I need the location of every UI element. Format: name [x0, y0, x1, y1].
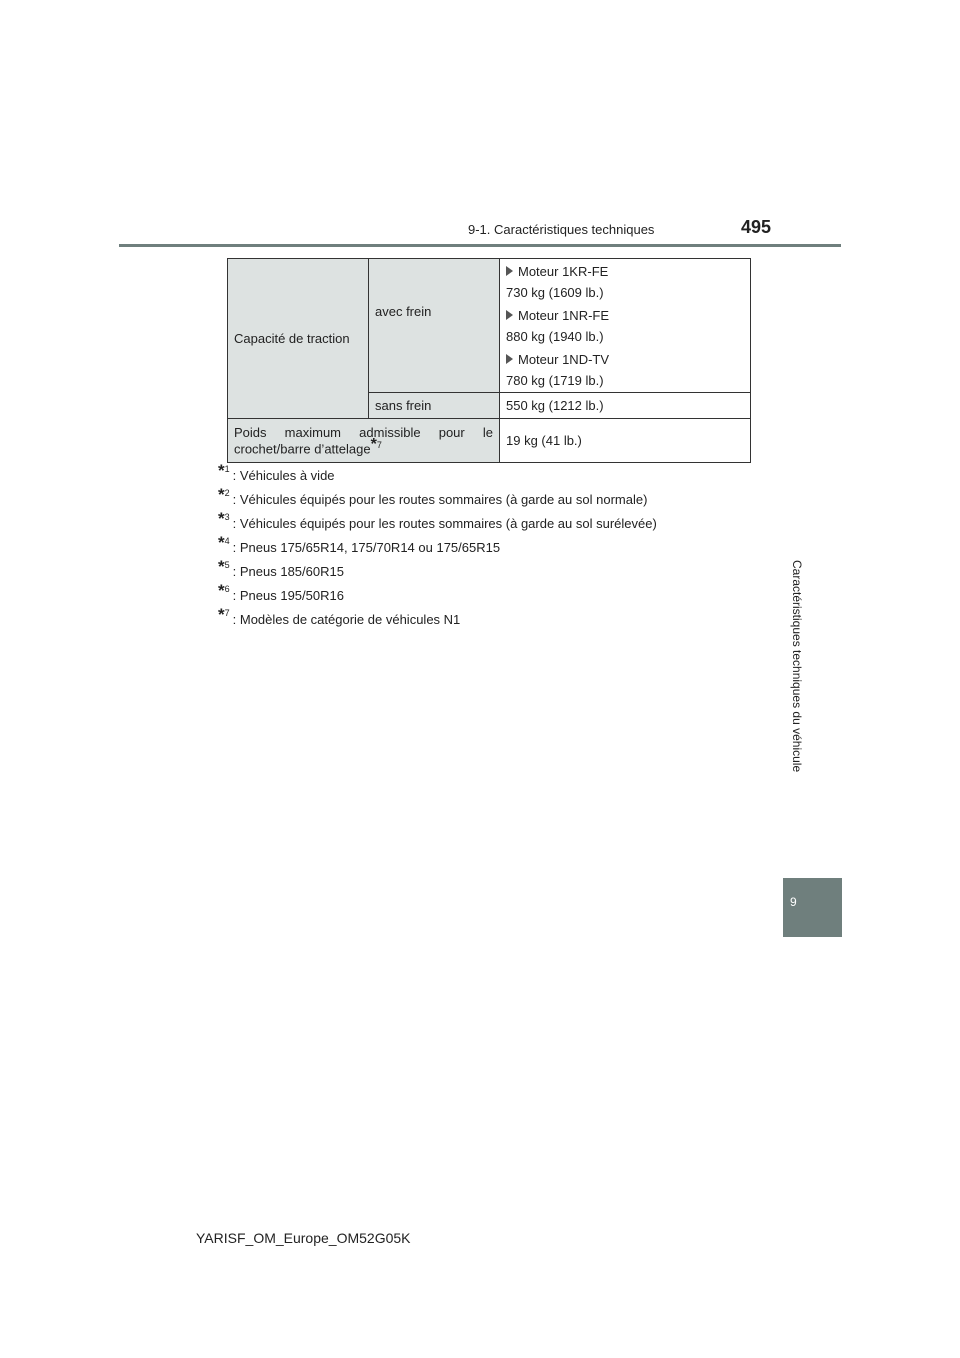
chapter-side-title-text: Caractéristiques techniques du véhicule [790, 560, 804, 773]
chapter-number: 9 [790, 895, 797, 909]
footnote [218, 509, 657, 536]
with-brake-label: avec frein [375, 304, 432, 319]
footnote-text: : Véhicules équipés pour les routes sommaires (à garde au sol surélevée) [232, 516, 657, 531]
header-rule [119, 244, 841, 247]
engine-item [506, 308, 744, 323]
with-brake-label-cell [369, 259, 500, 393]
footnote-star-icon: * [218, 581, 225, 600]
hitch-label-cell [228, 419, 500, 463]
page-number: 495 [741, 217, 772, 237]
footnote [218, 605, 657, 632]
without-brake-value-cell [500, 393, 751, 419]
footnote [218, 581, 657, 608]
footnote-text: : Pneus 195/50R16 [232, 588, 344, 603]
hitch-footnote-number: 7 [376, 439, 382, 450]
triangle-bullet-icon [506, 310, 513, 320]
triangle-bullet-icon [506, 354, 513, 364]
without-brake-value: 550 kg (1212 lb.) [506, 398, 604, 413]
footnote-star-icon: * [370, 435, 377, 453]
footnote-star-icon: * [218, 509, 225, 528]
footnote-text: : Pneus 175/65R14, 175/70R14 ou 175/65R15 [232, 540, 501, 555]
capacity-label-cell [228, 259, 369, 419]
table-row [228, 259, 751, 393]
engine-name: Moteur 1NR-FE [518, 307, 610, 323]
footnote [218, 557, 657, 584]
with-brake-values-cell [500, 259, 751, 393]
footnote-star-icon: * [218, 461, 225, 480]
footnote-number: 1 [224, 464, 230, 474]
hitch-value-cell [500, 419, 751, 463]
engine-name: Moteur 1ND-TV [518, 351, 610, 367]
hitch-value: 19 kg (41 lb.) [506, 433, 582, 448]
footnote-number: 6 [224, 584, 230, 594]
footnote [218, 461, 657, 488]
footnote-star-icon: * [218, 605, 225, 624]
engine-item [506, 352, 744, 367]
hitch-label-line2: crochet/barre d’attelage [234, 441, 371, 457]
footnote-text: : Modèles de catégorie de véhicules N1 [232, 612, 461, 627]
footnote-text: : Véhicules équipés pour les routes sommaires (à garde au sol normale) [232, 492, 648, 507]
without-brake-label: sans frein [375, 398, 432, 413]
footnote-star-icon: * [218, 533, 225, 552]
footnote-number: 7 [224, 608, 230, 618]
footnote-star-icon: * [218, 485, 225, 504]
footnote [218, 485, 657, 512]
engine-value: 780 kg (1719 lb.) [506, 372, 604, 388]
section-title: 9-1. Caractéristiques techniques [468, 222, 655, 237]
document-code: YARISF_OM_Europe_OM52G05K [196, 1230, 411, 1246]
footnotes [218, 461, 657, 632]
engine-value: 730 kg (1609 lb.) [506, 284, 604, 300]
engine-item [506, 264, 744, 279]
engine-value: 880 kg (1940 lb.) [506, 328, 604, 344]
without-brake-label-cell [369, 393, 500, 419]
engine-name: Moteur 1KR-FE [518, 263, 609, 279]
footnote-number: 5 [224, 560, 230, 570]
footnote-number: 4 [224, 536, 230, 546]
footnote-number: 3 [224, 512, 230, 522]
table-row [228, 419, 751, 463]
triangle-bullet-icon [506, 266, 513, 276]
footnote [218, 533, 657, 560]
footnote-star-icon: * [218, 557, 225, 576]
footnote-text: : Pneus 185/60R15 [232, 564, 344, 579]
towing-capacity-table [227, 258, 751, 463]
capacity-label: Capacité de traction [234, 331, 350, 346]
footnote-text: : Véhicules à vide [232, 468, 335, 483]
footnote-number: 2 [224, 488, 230, 498]
hitch-label-line1: Poids maximum admissible pour le [234, 424, 493, 440]
